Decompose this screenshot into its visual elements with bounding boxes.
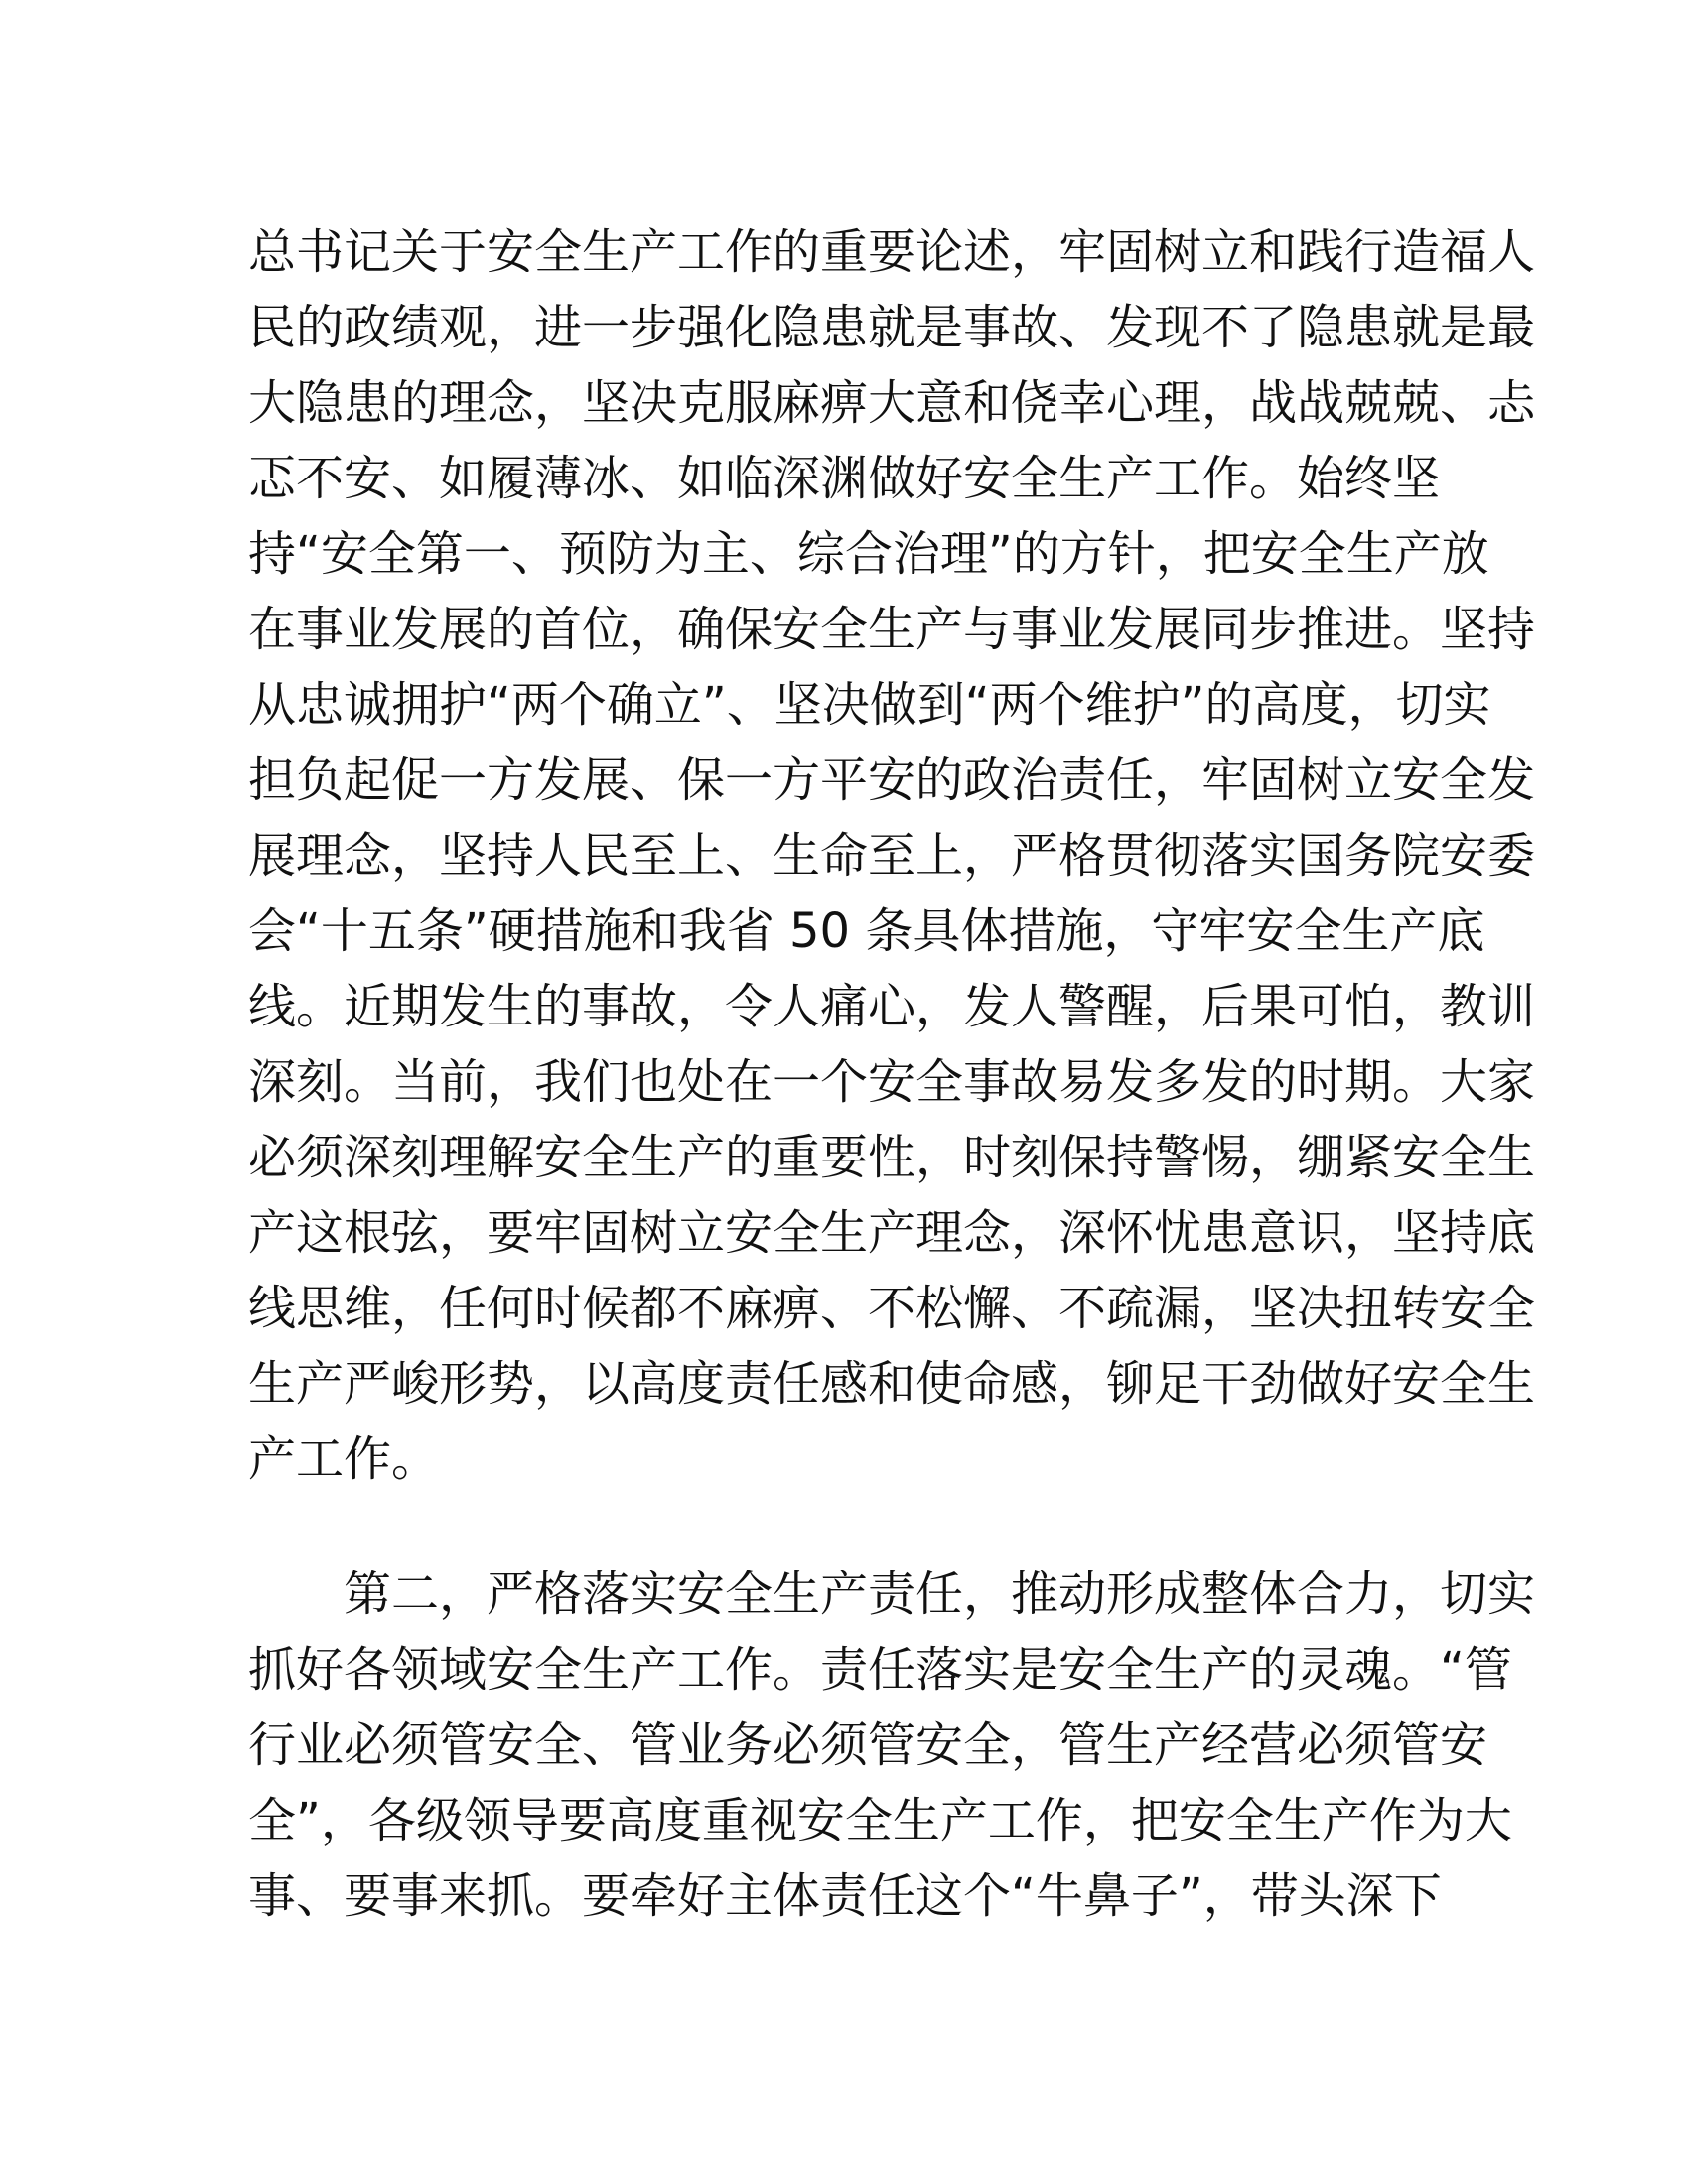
paragraph-line: 抓好各领域安全生产工作。责任落实是安全生产的灵魂。“管 — [248, 1642, 1512, 1698]
paragraph-line: 会“十五条”硬措施和我省 50 条具体措施，守牢安全生产底 — [248, 903, 1485, 959]
paragraph-line: 线。近期发生的事故，令人痛心，发人警醒，后果可怕，教训 — [248, 979, 1536, 1034]
paragraph-line: 从忠诚拥护“两个确立”、坚决做到“两个维护”的高度，切实 — [248, 677, 1491, 733]
paragraph-line: 忑不安、如履薄冰、如临深渊做好安全生产工作。始终坚 — [248, 451, 1441, 506]
paragraph-line: 总书记关于安全生产工作的重要论述，牢固树立和践行造福人 — [248, 224, 1536, 280]
paragraph-line: 第二，严格落实安全生产责任，推动形成整体合力，切实 — [344, 1567, 1536, 1622]
paragraph-line: 行业必须管安全、管业务必须管安全，管生产经营必须管安 — [248, 1717, 1488, 1773]
paragraph-line: 产工作。 — [248, 1432, 440, 1487]
paragraph-line: 必须深刻理解安全生产的重要性，时刻保持警惕，绷紧安全生 — [248, 1130, 1536, 1185]
paragraph-line: 全”，各级领导要高度重视安全生产工作，把安全生产作为大 — [248, 1793, 1512, 1848]
paragraph-line: 持“安全第一、预防为主、综合治理”的方针，把安全生产放 — [248, 526, 1489, 582]
paragraph-line: 线思维，任何时候都不麻痹、不松懈、不疏漏，坚决扭转安全 — [248, 1281, 1536, 1336]
paragraph-2 — [248, 1557, 1536, 1934]
paragraph-line: 民的政绩观，进一步强化隐患就是事故、发现不了隐患就是最 — [248, 300, 1536, 355]
paragraph-line: 事、要事来抓。要牵好主体责任这个“牛鼻子”，带头深下 — [248, 1868, 1442, 1924]
paragraph-line: 展理念，坚持人民至上、生命至上，严格贯彻落实国务院安委 — [248, 828, 1536, 884]
paragraph-line: 生产严峻形势，以高度责任感和使命感，铆足干劲做好安全生 — [248, 1356, 1536, 1412]
paragraph-line: 深刻。当前，我们也处在一个安全事故易发多发的时期。大家 — [248, 1054, 1536, 1110]
paragraph-1 — [248, 214, 1536, 1497]
paragraph-line: 担负起促一方发展、保一方平安的政治责任，牢固树立安全发 — [248, 752, 1536, 808]
paragraph-line: 大隐患的理念，坚决克服麻痹大意和侥幸心理，战战兢兢、忐 — [248, 375, 1536, 431]
paragraph-line: 在事业发展的首位，确保安全生产与事业发展同步推进。坚持 — [248, 602, 1536, 657]
paragraph-line: 产这根弦，要牢固树立安全生产理念，深怀忧患意识，坚持底 — [248, 1205, 1536, 1261]
